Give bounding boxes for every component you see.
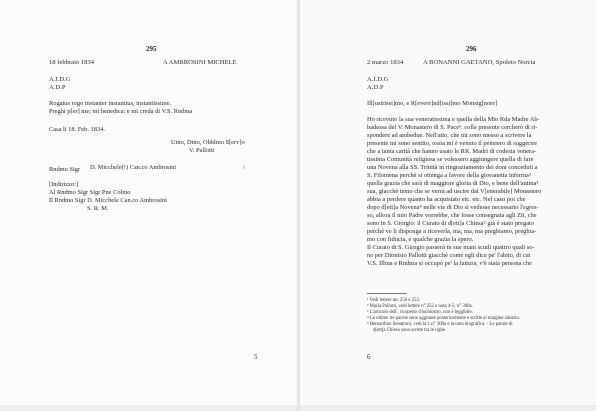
header-line: A.D.P xyxy=(49,84,66,91)
header-line: A.I.D.G xyxy=(49,76,71,83)
footnote: ³ L'articolo dell', ricoperto d'inchiostro, non è leggibile. xyxy=(367,310,473,315)
letter-recipient: A AMBROSINI MICHELE xyxy=(163,59,237,66)
body-line: so, allora il mio Padre vorrebbe, che fosse consegnata agli Zii, che xyxy=(367,212,537,219)
body-line: abbia a perdere quanto ha acquistato etc. etc. Nel caso poi che xyxy=(367,196,526,203)
body-line: sua, giacchè temo che se verrà ad uscire dal V[enerabile] Monastero xyxy=(367,188,542,195)
body-line: perchè ve li disponga a riceverla, ma, ma, ma preghiamo, preghia- xyxy=(367,228,537,235)
indirizzo-line: [Indirizzo:] xyxy=(49,181,79,188)
body-line: che a tanta carità che hanno usato le RR. Madri di codesta venera- xyxy=(367,148,537,155)
body-line: Ho ricevuto la sua veneratissima e quella della Mto Rda Madre Ab- xyxy=(367,116,540,123)
letter-date: 18 febbraio 1834 xyxy=(49,59,95,66)
body-line: una Novena alla SS. Trinità in ringraziamento dei doni conceduti a xyxy=(367,164,538,171)
indirizzo-line: Al Rndmo Sigr Sigr Pne Colmo xyxy=(49,189,131,196)
footnote-rule xyxy=(367,293,407,294)
page-number-top: 295 xyxy=(146,45,157,53)
indirizzo-line: S. R. M. xyxy=(87,205,109,212)
place-date: Casa li 18. Feb. 1834. xyxy=(49,126,105,133)
address-prefix: Rndmo Sigr xyxy=(49,166,81,173)
header-line: A.D.P xyxy=(367,84,384,91)
letter-date: 2 marzo 1834 xyxy=(367,59,404,66)
body-line: sono in S. Giorgio: il Curato di d[ett]a Chiesa⁵ già è stato pregato xyxy=(367,220,534,227)
letter-recipient: A BONANNI GAETANO, Spoleto Norcia xyxy=(423,59,536,66)
body-line: Il Curato di S. Giorgio passerà in sue mani scudi quattro quali so- xyxy=(367,244,535,251)
body-line: tissima Comunità religiosa se volessero aggiungere quella di fare xyxy=(367,156,534,163)
address-name: D. Micchele(!) Can.co Ambrosini xyxy=(90,164,177,171)
body-line: no per Dionisio Pallotti giacchè come egli dice pe' l'abito, di cui xyxy=(367,252,531,259)
closing-signature: V. Pallotti xyxy=(189,147,215,154)
right-page xyxy=(300,0,596,411)
page-number-top: 296 xyxy=(466,45,477,53)
body-line: presente mi sono sentito, ossia mi è venuto il pensiero di suggerire xyxy=(367,140,538,147)
page-number-bottom: 6 xyxy=(367,353,371,361)
footnote: ⁵ Bernardino Senatroni, vedi la l. n° 300a e la nota biografica. - Le parole di xyxy=(367,322,513,327)
footnote: ² Maria Pallotti, vedi lettere n° 252 e nota 4-5; n° 300a. xyxy=(367,304,473,309)
body-line: dopo d[ett]a Novena⁴ nelle vie di Dio si vedesse necessario l'egres- xyxy=(367,204,539,211)
closing-line: Umo, Dmo, Obblmo S[erv]o xyxy=(171,139,245,146)
body-line: Preghi p[er] me; mi benedica: e mi creda di V.S. Rndma xyxy=(49,108,193,115)
body-line: badessa del V. Monastero di S. Pace¹: colla presente cercherò di ri- xyxy=(367,124,538,131)
body-line: quella grazia che sarà di maggiore gloria di Dio, e bene dell'anima³ xyxy=(367,180,539,187)
footnote: ⁴ Le ultime tre parole sono aggiunte posteriormente e scritte al margine sinistro. xyxy=(367,316,521,321)
body-line: Rogatus rogo instanter instantius, instantissime. xyxy=(49,100,172,107)
indirizzo-line: Il Rndmo Sigr D. Micchele Can.co Ambrosini xyxy=(49,197,167,204)
page-number-bottom: 5 xyxy=(254,353,258,361)
body-line: S. Filomena perchè si ottenga a favore della giovanetta inferma² xyxy=(367,172,531,179)
scan-edge xyxy=(300,405,596,411)
header-line: A.I.D.G xyxy=(367,76,389,83)
salutation: Ill[ustrissi]mo, e R[evere]nd[issi]mo Monsig[nore] xyxy=(367,100,498,107)
body-line: mo con fiducia, e qualche grazia la spero. xyxy=(367,236,474,243)
address-mark: / xyxy=(243,164,245,171)
footnote: d[ett]a Chiesa sono scritte tra le righe. xyxy=(373,328,447,333)
body-line: V.S. Illma e Rndma si occupò pe' la fattura, v'è stata persona che xyxy=(367,260,532,267)
footnote: ¹ Vedi lettere nn. 250 e 252. xyxy=(367,298,421,303)
body-line: spondere ad ambedue. Nell'atto, che mi sono messo a scrivere la xyxy=(367,132,532,139)
scan-edge xyxy=(0,405,298,411)
